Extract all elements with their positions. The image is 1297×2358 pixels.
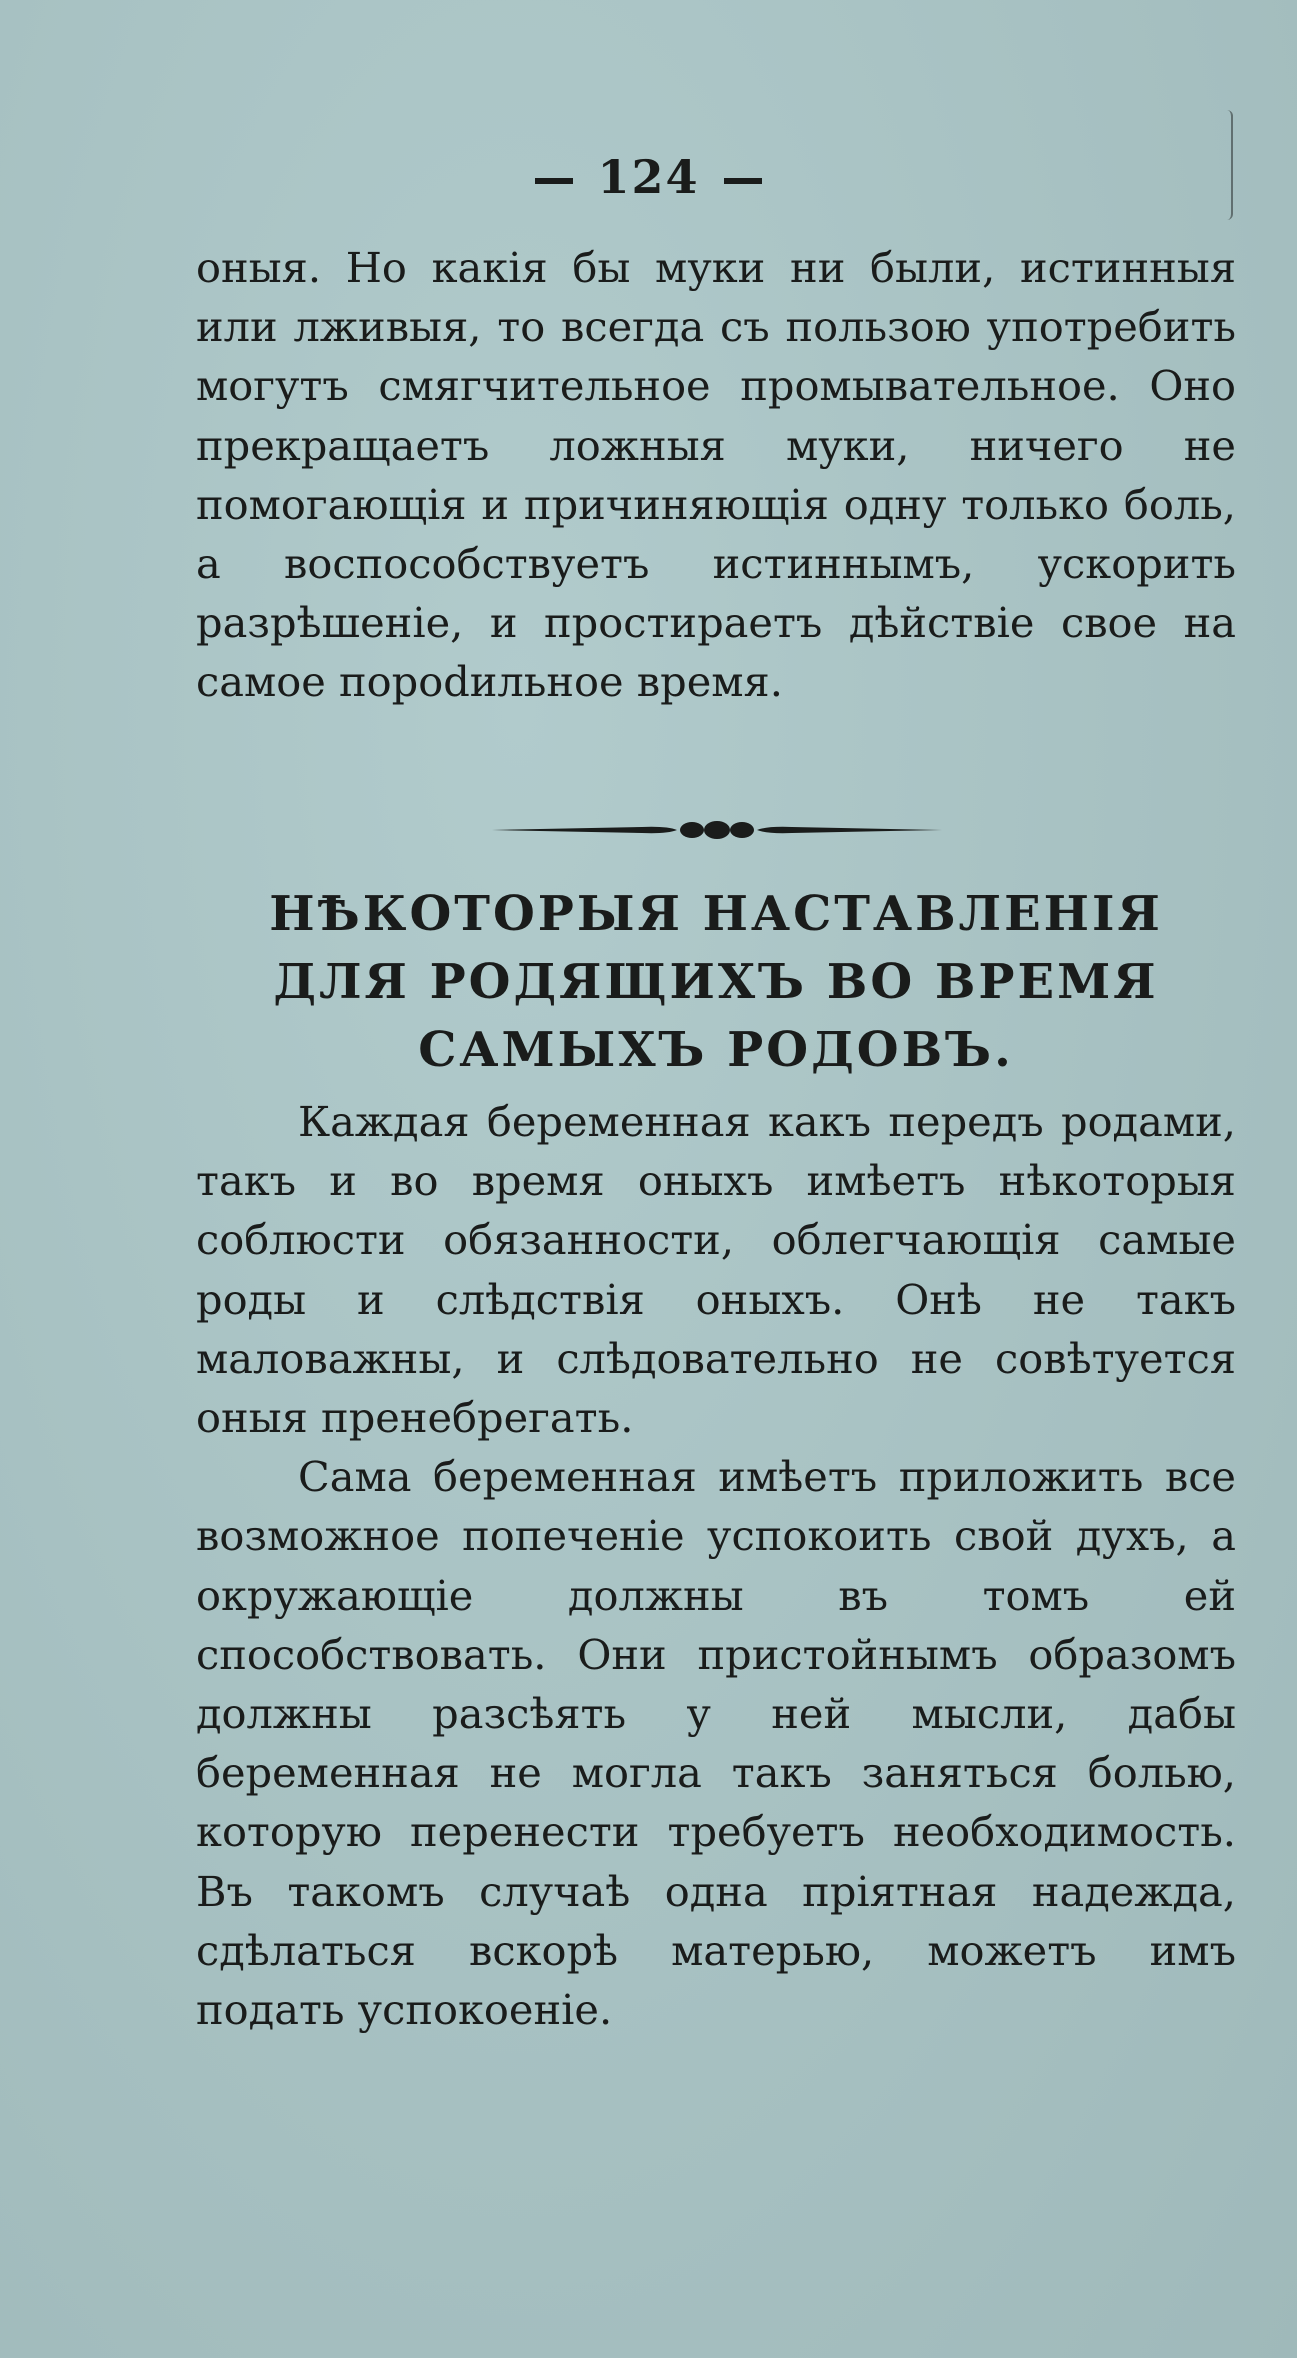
section-body	[196, 1092, 1236, 2039]
paragraph: Сама беременная имѣетъ приложить все возможное попеченіе успокоить свой духъ, а окружающіе должны въ томъ ей способствовать. Они пристойнымъ образомъ должны разсѣять у ней мысли, дабы беременная не могла такъ заняться болью, которую перенести требуетъ необходимость. Въ такомъ случаѣ одна пріятная надежда, сдѣлаться вскорѣ матерью, можетъ имъ подать успокоеніе.	[196, 1452, 1236, 2035]
continued-paragraph-text: оныя. Но какія бы муки ни были, истинныя или лживыя, то всегда съ пользою употребить могутъ смягчительное промывательное. Оно прекращаетъ ложныя муки, ничего не помогающія и причиняющія одну только боль, а воспособствуетъ истиннымъ, ускорить разрѣшеніе, и простираетъ дѣйствіе свое на самое порodильное время.	[196, 243, 1236, 707]
ornamental-divider	[492, 818, 942, 842]
page-number	[0, 150, 1297, 204]
page-number-dash-right	[724, 178, 762, 184]
continued-paragraph	[196, 238, 1236, 712]
paragraph: Каждая беременная какъ передъ родами, такъ и во время оныхъ имѣетъ нѣкоторыя соблюсти обязанности, облегчающія самые роды и слѣдствія оныхъ. Онѣ не такъ маловажны, и слѣдовательно не совѣтуется оныя пренебрегать.	[196, 1097, 1236, 1443]
section-heading: НѢКОТОРЫЯ НАСТАВЛЕНІЯ ДЛЯ РОДЯЩИХЪ ВО ВРЕМЯ САМЫХЪ РОДОВЪ.	[269, 886, 1163, 1078]
page-number-value: 124	[597, 150, 700, 204]
page-number-dash-left	[535, 178, 573, 184]
